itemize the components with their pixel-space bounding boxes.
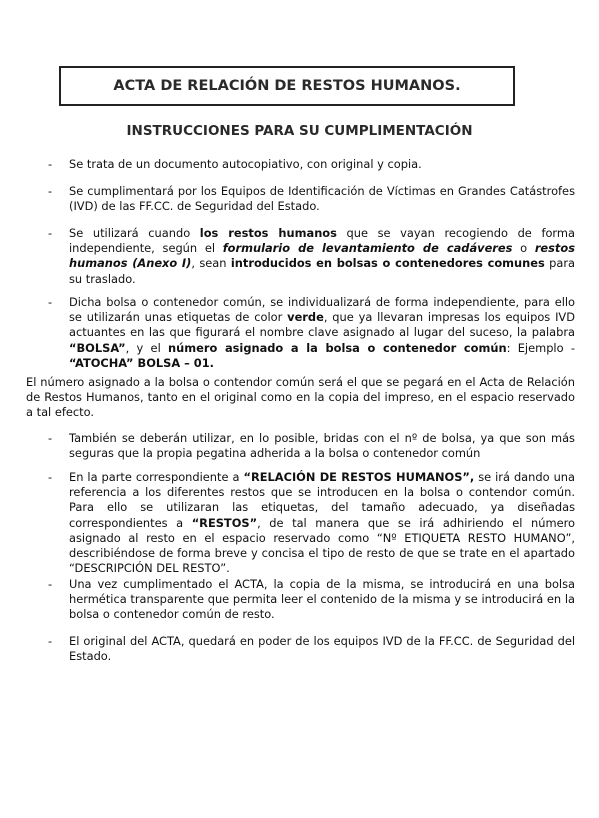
bullet-dash: - xyxy=(48,184,53,198)
instruction-item-6: En la parte correspondiente a “RELACIÓN DE RESTOS HUMANOS”, se irá dando una referencia a los diferentes restos que se introducen en la bolsa o contendor común. Para ello se utilizaran las etiquetas, del tamaño adecuado, ya diseñadas correspondientes a “RESTOS”, de tal manera que se irá adhiriendo el número asignado al resto en el espacio reservado como “Nº ETIQUETA RESTO HUMANO”, describiéndose de forma breve y concisa el tipo de resto de que se trate en el apartado “DESCRIPCIÓN DEL RESTO”. xyxy=(69,470,575,576)
bullet-dash: - xyxy=(48,226,53,240)
instruction-item-7: Una vez cumplimentado el ACTA, la copia de la misma, se introducirá en una bolsa hermética transparente que permita leer el contenido de la misma y se introducirá en la bolsa o contenedor común de resto. xyxy=(69,577,575,622)
bullet-dash: - xyxy=(48,295,53,309)
bullet-dash: - xyxy=(48,431,53,445)
document-title: ACTA DE RELACIÓN DE RESTOS HUMANOS. xyxy=(59,66,515,106)
instruction-item-3: Se utilizará cuando los restos humanos que se vayan recogiendo de forma independiente, según el formulario de levantamiento de cadáveres o restos humanos (Anexo I), sean introducidos en bolsas o contenedores comunes para su traslado. xyxy=(69,226,575,286)
bullet-dash: - xyxy=(48,634,53,648)
bullet-dash: - xyxy=(48,157,53,171)
bullet-dash: - xyxy=(48,577,53,591)
instruction-item-8: El original del ACTA, quedará en poder de los equipos IVD de la FF.CC. de Seguridad del Estado. xyxy=(69,634,575,664)
instruction-item-5: También se deberán utilizar, en lo posible, bridas con el nº de bolsa, ya que son más seguras que la propia pegatina adherida a la bolsa o contenedor común xyxy=(69,431,575,461)
instruction-item-1: Se trata de un documento autocopiativo, con original y copia. xyxy=(69,157,422,171)
instruction-item-4: Dicha bolsa o contenedor común, se individualizará de forma independiente, para ello se utilizarán unas etiquetas de color verde, que ya llevaran impresas los equipos IVD actuantes en las que figurará el nombre clave asignado al lugar del suceso, la palabra “BOLSA”, y el número asignado a la bolsa o contenedor común: Ejemplo - “ATOCHA” BOLSA – 01. xyxy=(69,295,575,370)
bullet-dash: - xyxy=(48,470,53,484)
instruction-item-2: Se cumplimentará por los Equipos de Identificación de Víctimas en Grandes Catástrofes (IVD) de las FF.CC. de Seguridad del Estado. xyxy=(69,184,575,214)
bag-number-paragraph: El número asignado a la bolsa o contendor común será el que se pegará en el Acta de Relación de Restos Humanos, tanto en el original como en la copia del impreso, en el espacio reservado a tal efecto. xyxy=(26,375,575,420)
instructions-heading: INSTRUCCIONES PARA SU CUMPLIMENTACIÓN xyxy=(126,123,473,139)
